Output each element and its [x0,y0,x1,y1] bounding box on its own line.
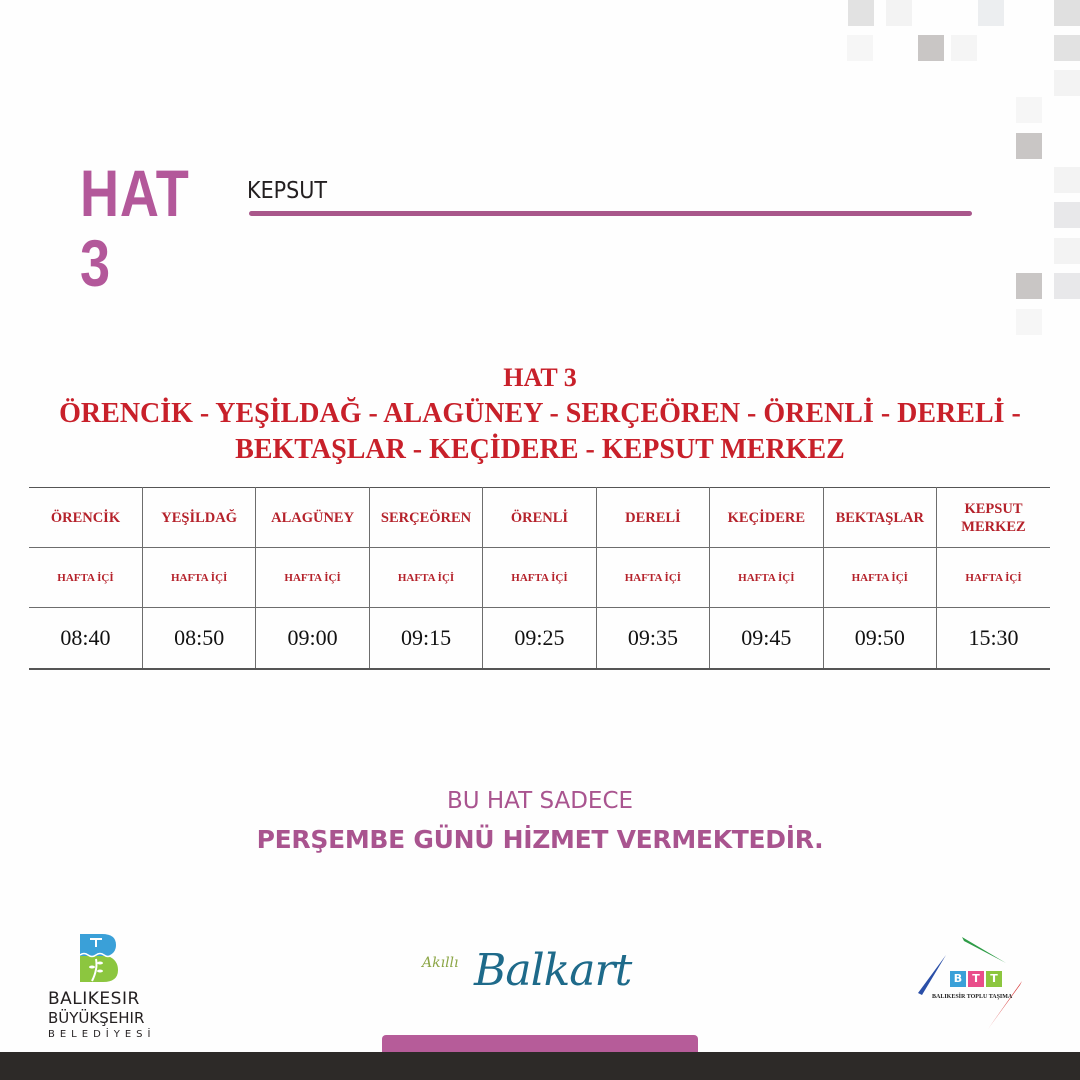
municipality-name-line-1: BALIKESIR [48,989,140,1009]
btt-caption: BALIKESİR TOPLU TAŞIMA [932,994,1013,1000]
time-cell: 09:50 [823,608,936,669]
deco-square [848,0,874,26]
balkart-logo [418,945,668,1015]
stop-header: ÖRENLİ [483,488,596,548]
municipality-name-line-3: BELEDİYESİ [48,1029,156,1040]
day-cell: HAFTA İÇİ [483,548,596,608]
deco-square [1016,97,1042,123]
line-number-title: HAT 3 [80,156,190,300]
time-cell: 09:35 [596,608,709,669]
day-row [29,548,1050,608]
time-row [29,608,1050,669]
deco-square [951,35,977,61]
bottom-bar [0,1052,1080,1080]
stop-header: SERÇEÖREN [369,488,482,548]
deco-square [1054,273,1080,299]
route-stops-line-1: ÖRENCİK - YEŞİLDAĞ - ALAGÜNEY - SERÇEÖREN - ÖRENLİ - DERELİ - [59,398,1021,429]
route-stops-line-2: BEKTAŞLAR - KEÇİDERE - KEPSUT MERKEZ [235,434,845,465]
district-label: KEPSUT [247,178,328,204]
btt-logo [910,933,1040,1033]
stop-header: KEPSUT MERKEZ [937,488,1051,548]
day-cell: HAFTA İÇİ [256,548,369,608]
notice-line-2: PERŞEMBE GÜNÜ HİZMET VERMEKTEDİR. [256,825,824,854]
deco-square [886,0,912,26]
time-cell: 09:45 [710,608,823,669]
deco-square [1054,70,1080,96]
deco-square [847,35,873,61]
schedule-table [29,487,1050,670]
deco-square [1016,133,1042,159]
time-cell: 09:15 [369,608,482,669]
day-cell: HAFTA İÇİ [369,548,482,608]
time-cell: 15:30 [937,608,1051,669]
deco-square [1054,0,1080,26]
day-cell: HAFTA İÇİ [937,548,1051,608]
time-cell: 09:00 [256,608,369,669]
stop-header: KEÇİDERE [710,488,823,548]
deco-square [918,35,944,61]
balikesir-b-icon [78,933,118,983]
deco-square [1016,273,1042,299]
btt-letter-t2: T [986,971,1002,987]
day-cell: HAFTA İÇİ [710,548,823,608]
time-cell: 09:25 [483,608,596,669]
deco-square [1054,238,1080,264]
municipality-name-line-2: BÜYÜKŞEHIR [48,1009,145,1027]
deco-square [1054,202,1080,228]
day-cell: HAFTA İÇİ [29,548,142,608]
route-title [0,360,1080,468]
stop-header: ALAGÜNEY [256,488,369,548]
stop-header: DERELİ [596,488,709,548]
stops-row [29,488,1050,548]
day-cell: HAFTA İÇİ [142,548,255,608]
heading-underline [249,211,972,216]
day-cell: HAFTA İÇİ [596,548,709,608]
deco-square [978,0,1004,26]
balkart-name: Balkart [474,945,632,996]
notice-line-1: BU HAT SADECE [446,788,634,814]
time-cell: 08:40 [29,608,142,669]
deco-square [1016,309,1042,335]
stop-header: BEKTAŞLAR [823,488,936,548]
stop-header: ÖRENCİK [29,488,142,548]
time-cell: 08:50 [142,608,255,669]
deco-square [1054,35,1080,61]
balkart-prefix: Akıllı [422,955,459,971]
stop-header: YEŞİLDAĞ [142,488,255,548]
deco-square [1054,167,1080,193]
btt-letter-b: B [950,971,966,987]
day-cell: HAFTA İÇİ [823,548,936,608]
btt-letters [950,971,1002,987]
btt-letter-t1: T [968,971,984,987]
route-line-number: HAT 3 [503,363,577,392]
